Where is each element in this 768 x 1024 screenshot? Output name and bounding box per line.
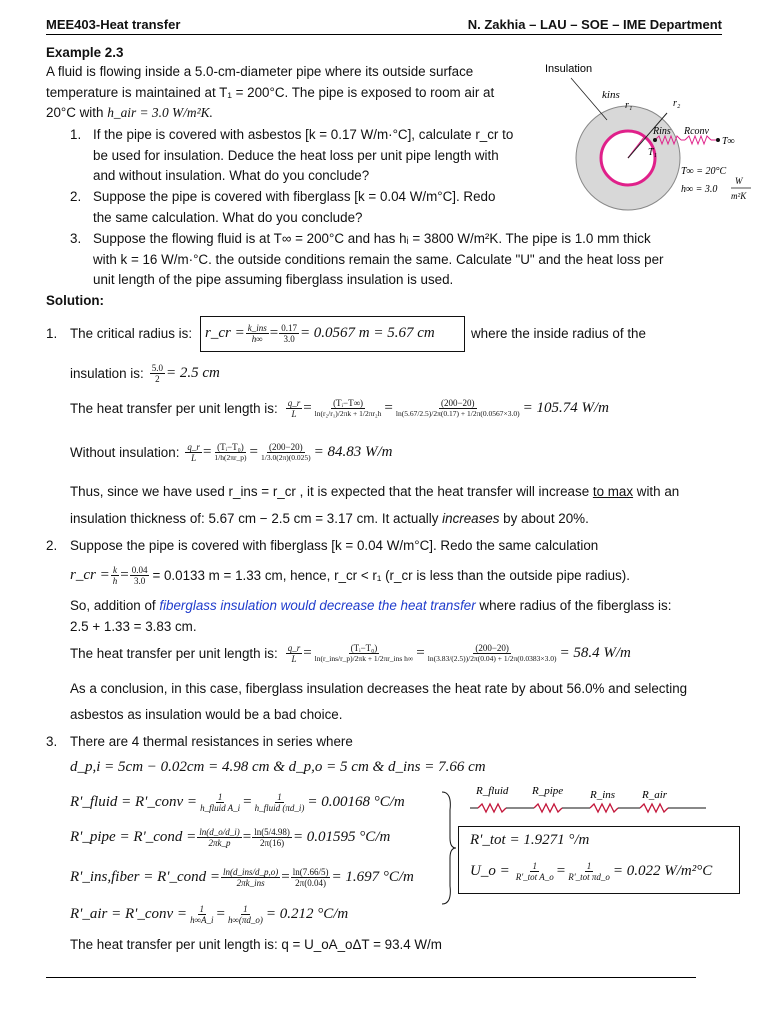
node-tinf [716,138,720,142]
heat-transfer-fiberglass: The heat transfer per unit length is: $\frac{q\_r}{L}$ = $\frac{\text{(Tᵢ−T₀)}}{\text{ln(r\_ins/r\_p)/2πk + 1/2πr\_ins h∞}}$ = $\frac{(200-20)}{\ln(3.83/(2.5))/2\pi(0.04) + 1/2\pi(0.0383\times 3.0)}$ = 58.4 W/m [70,642,631,664]
solution-2-number: 2. [46,538,58,553]
tinf-label: T∞ [722,136,735,147]
resistance-insulation: R'_ins,fiber = R'_cond = $\frac{\text{ln(d\_ins/d\_p,o)}}{\text{2πk\_ins}}$ = $\frac{\ln(7.66/5)}{2\pi(0.04)}$ = 1.697 °C/m [70,866,414,888]
question-3-line-a: Suppose the flowing fluid is at T∞ = 200°C and has hᵢ = 3800 W/m²K. The pipe is 1.0 mm thick [93,231,651,246]
circuit-resistor-ins [590,804,618,812]
circuit-resistor-air [640,804,668,812]
pipe-insulation-figure [535,58,763,218]
final-heat-transfer: The heat transfer per unit length is: q = U_oA_oΔT = 93.4 W/m [70,937,442,952]
rconv-label: Rconv [684,126,709,137]
question-2-line-b: the same calculation. What do you conclude? [93,210,363,225]
intro-line-3: 20°C with h_air = 3.0 W/m²K. [46,105,213,120]
kins-label: kins [602,89,620,101]
footer-rule [46,977,696,978]
intro-line-2: temperature is maintained at T₁ = 200°C. The pipe is exposed to room air at [46,85,495,100]
question-3-number: 3. [70,231,82,246]
node-t1 [653,138,657,142]
insulation-label: Insulation [545,63,593,75]
critical-radius-label: The critical radius is: [70,326,193,341]
question-1-line-c: and without insulation. What do you conclude? [93,168,370,183]
tinf-value: T∞ = 20°C [681,166,727,177]
circuit-label-air: R_air [642,789,668,801]
resistor-rconv [685,136,711,144]
hinf-unit-num: W [735,176,743,186]
circuit-label-pipe: R_pipe [532,785,564,797]
question-2-line-a: Suppose the pipe is covered with fiberglass [k = 0.04 W/m°C]. Redo [93,189,496,204]
conclusion-1-line-a: Thus, since we have used r_ins = r_cr , it is expected that the heat transfer will increase to max with an [70,484,680,499]
circuit-resistor-fluid [478,804,506,812]
conclusion-1-line-b: insulation thickness of: 5.67 cm − 2.5 cm = 3.17 cm. It actually increases by about 20%. [70,511,589,526]
diameters-line: d_p,i = 5cm − 0.02cm = 4.98 cm & d_p,o = 5 cm & d_ins = 7.66 cm [70,759,486,775]
circuit-label-fluid: R_fluid [476,785,509,797]
resistance-pipe: R'_pipe = R'_cond = $\frac{\ln(d\_o/d\_i)}{2\pi k\_p}$ = $\frac{\ln(5/4.98)}{2\pi(16)}$ = 0.01595 °C/m [70,826,391,848]
resistance-fluid: R'_fluid = R'_conv = $\frac{1}{\text{h\_fluid A\_i}}$ = $\frac{1}{\text{h\_fluid (πd\_i)}}$ = 0.00168 °C/m [70,791,405,813]
conclusion-2-line-b: asbestos as insulation would be a bad choice. [70,707,343,722]
question-3-line-c: unit length of the pipe assuming fiberglass insulation is used. [93,272,454,287]
insulation-inner-radius: insulation is: $\frac{5.0}{2}$ = 2.5 cm [70,362,220,384]
resistance-air: R'_air = R'_conv = $\frac{1}{h\infty A\_i}$ = $\frac{1}{h\infty(\pi d\_o)}$ = 0.212 °C/m [70,903,349,925]
question-1-line-a: If the pipe is covered with asbestos [k = 0.17 W/m·°C], calculate r_cr to [93,127,514,142]
rins-label: Rins [653,126,671,137]
hinf-unit-den: m²K [731,191,747,201]
example-title: Example 2.3 [46,45,124,60]
solution-3-number: 3. [46,734,58,749]
thermal-circuit [470,782,715,822]
question-3-line-b: with k = 16 W/m·°C. the outside conditions remain the same. Calculate "U" and the heat loss per [93,252,664,267]
circuit-resistor-pipe [534,804,562,812]
r2-label: r₂ [673,98,681,109]
overall-u-coefficient: U_o = $\frac{1}{\text{R'\_tot A\_o}}$ = $\frac{1}{\text{R'\_tot πd\_o}}$ = 0.022 W/m²°C [470,860,713,882]
question-1-number: 1. [70,127,82,142]
r1-label: r₁ [625,100,633,111]
series-brace [440,790,458,906]
author-department: N. Zakhia – LAU – SOE – IME Department [467,17,722,32]
critical-radius-after: where the inside radius of the [471,326,646,341]
question-1-line-b: be used for insulation. Deduce the heat loss per unit pipe length with [93,148,499,163]
total-resistance: R'_tot = 1.9271 °/m [470,832,590,848]
heat-transfer-bare: Without insulation: $\frac{q\_r}{L}$ = $\frac{\text{(Tᵢ−T₀)}}{1/h(2\pi r\_p)}$ = $\frac{(200-20)}{1/3.0(2\pi)(0.025)}$ = 84.83 W/m [70,441,393,463]
solution-2-text: Suppose the pipe is covered with fiberglass [k = 0.04 W/m°C]. Redo the same calculation [70,538,599,553]
fiberglass-note: So, addition of fiberglass insulation would decrease the heat transfer where radius of the fiberglass is: [70,598,672,613]
hinf-value: h∞ = 3.0 [681,184,718,195]
header-rule [46,34,722,35]
fiberglass-critical-radius: r_cr = $\frac{k}{h}$ = $\frac{0.04}{3.0}$ = 0.0133 m = 1.33 cm, hence, r_cr < r₁ (r_cr is less than the outside pipe radius). [70,564,630,586]
heat-transfer-insulated: The heat transfer per unit length is: $\frac{q\_r}{L}$ = $\frac{\text{(Tᵢ−T∞)}}{\text{ln(r₂/r₁)/2πk + 1/2πr₂h}}$ = $\frac{(200-20)}{\ln(5.67/2.5)/2\pi(0.17) + 1/2\pi(0.0567\times 3.0)}$ = 105.74 W/m [70,397,609,419]
course-title: MEE403-Heat transfer [46,17,181,32]
solution-heading: Solution: [46,293,105,308]
t1-label: T₁ [648,147,658,158]
intro-line-1: A fluid is flowing inside a 5.0-cm-diameter pipe where its outside surface [46,64,474,79]
circuit-label-ins: R_ins [590,789,616,801]
question-2-number: 2. [70,189,82,204]
conclusion-2-line-a: As a conclusion, in this case, fiberglass insulation decreases the heat rate by about 56.0% and selecting [70,681,688,696]
critical-radius-equation: r_cr = $\frac{\text{k\_ins}}{h\infty}$ = $\frac{0.17}{3.0}$ = 0.0567 m = 5.67 cm [205,322,435,344]
fiberglass-radius-sum: 2.5 + 1.33 = 3.83 cm. [70,619,197,634]
solution-3-text: There are 4 thermal resistances in series where [70,734,353,749]
solution-1-number: 1. [46,326,58,341]
